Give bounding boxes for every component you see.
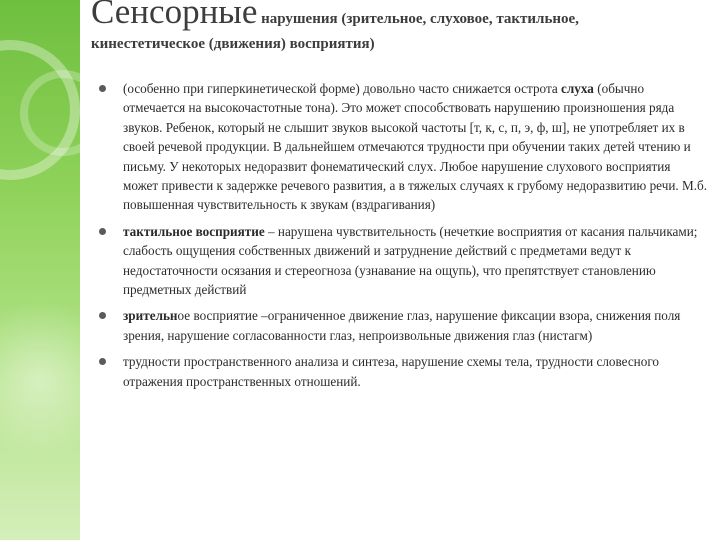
item-text-pre: трудности пространственного анализа и синтеза, нарушение схемы тела, трудности словесного отражения пространственных отношений.	[123, 354, 659, 389]
bullet-icon	[99, 358, 106, 365]
item-text-emph: тактильное восприятие	[123, 223, 265, 239]
list-item-spatial	[99, 352, 707, 391]
slide-content	[91, 0, 709, 540]
decorative-side-band	[0, 0, 80, 540]
title-line2: кинестетическое (движения) восприятия)	[91, 35, 375, 52]
list-item-visual	[99, 306, 707, 345]
title-big-word: Сенсорные	[91, 0, 258, 31]
side-divider	[80, 0, 82, 540]
list-item-hearing	[99, 79, 707, 215]
list-item-tactile	[99, 222, 707, 300]
item-text-post: (обычно отмечается на высокочастотные тона). Это может способствовать нарушению произношения ряда звуков. Ребенок, который не слышит звуков высокой частоты [т, к, с, п, э, ф, ш], не употребляет их в своей речевой продукции. В дальнейшем отмечаются трудности при обучении таких детей чтению и письму. У некоторых недоразвит фонематический слух. Любое нарушение слухового восприятия может привести к задержке речевого развития, а в тяжелых случаях к грубому недоразвитию речи. М.б. повышенная чувствительность к звукам (вздрагивания)	[123, 81, 708, 213]
title-rest: нарушения (зрительное, слуховое, тактильное,	[257, 11, 579, 27]
item-text-emph: слуха	[561, 81, 594, 96]
bullet-icon	[99, 85, 106, 92]
item-text-pre: (особенно при гиперкинетической форме) довольно часто снижается острота	[123, 81, 562, 96]
item-text-emph: зрительн	[123, 308, 178, 324]
item-text-post: ое восприятие –ограниченное движение глаз, нарушение фиксации взора, снижения поля зрения, нарушение согласованности глаз, непроизвольные движения глаз (нистагм)	[123, 308, 681, 343]
bullet-icon	[99, 312, 106, 319]
decorative-glow	[0, 300, 80, 460]
bullet-icon	[99, 228, 106, 235]
item-text-post: – нарушена чувствительность (нечеткие восприятия от касания пальчиками; слабость ощущения собственных движений и затруднение действий с предметами ведут к недостаточности осязания и стереогноза (узнавание на ощупь), что препятствует становлению предметных действий	[123, 223, 698, 298]
slide-title	[91, 0, 709, 53]
bullet-list	[99, 79, 707, 398]
